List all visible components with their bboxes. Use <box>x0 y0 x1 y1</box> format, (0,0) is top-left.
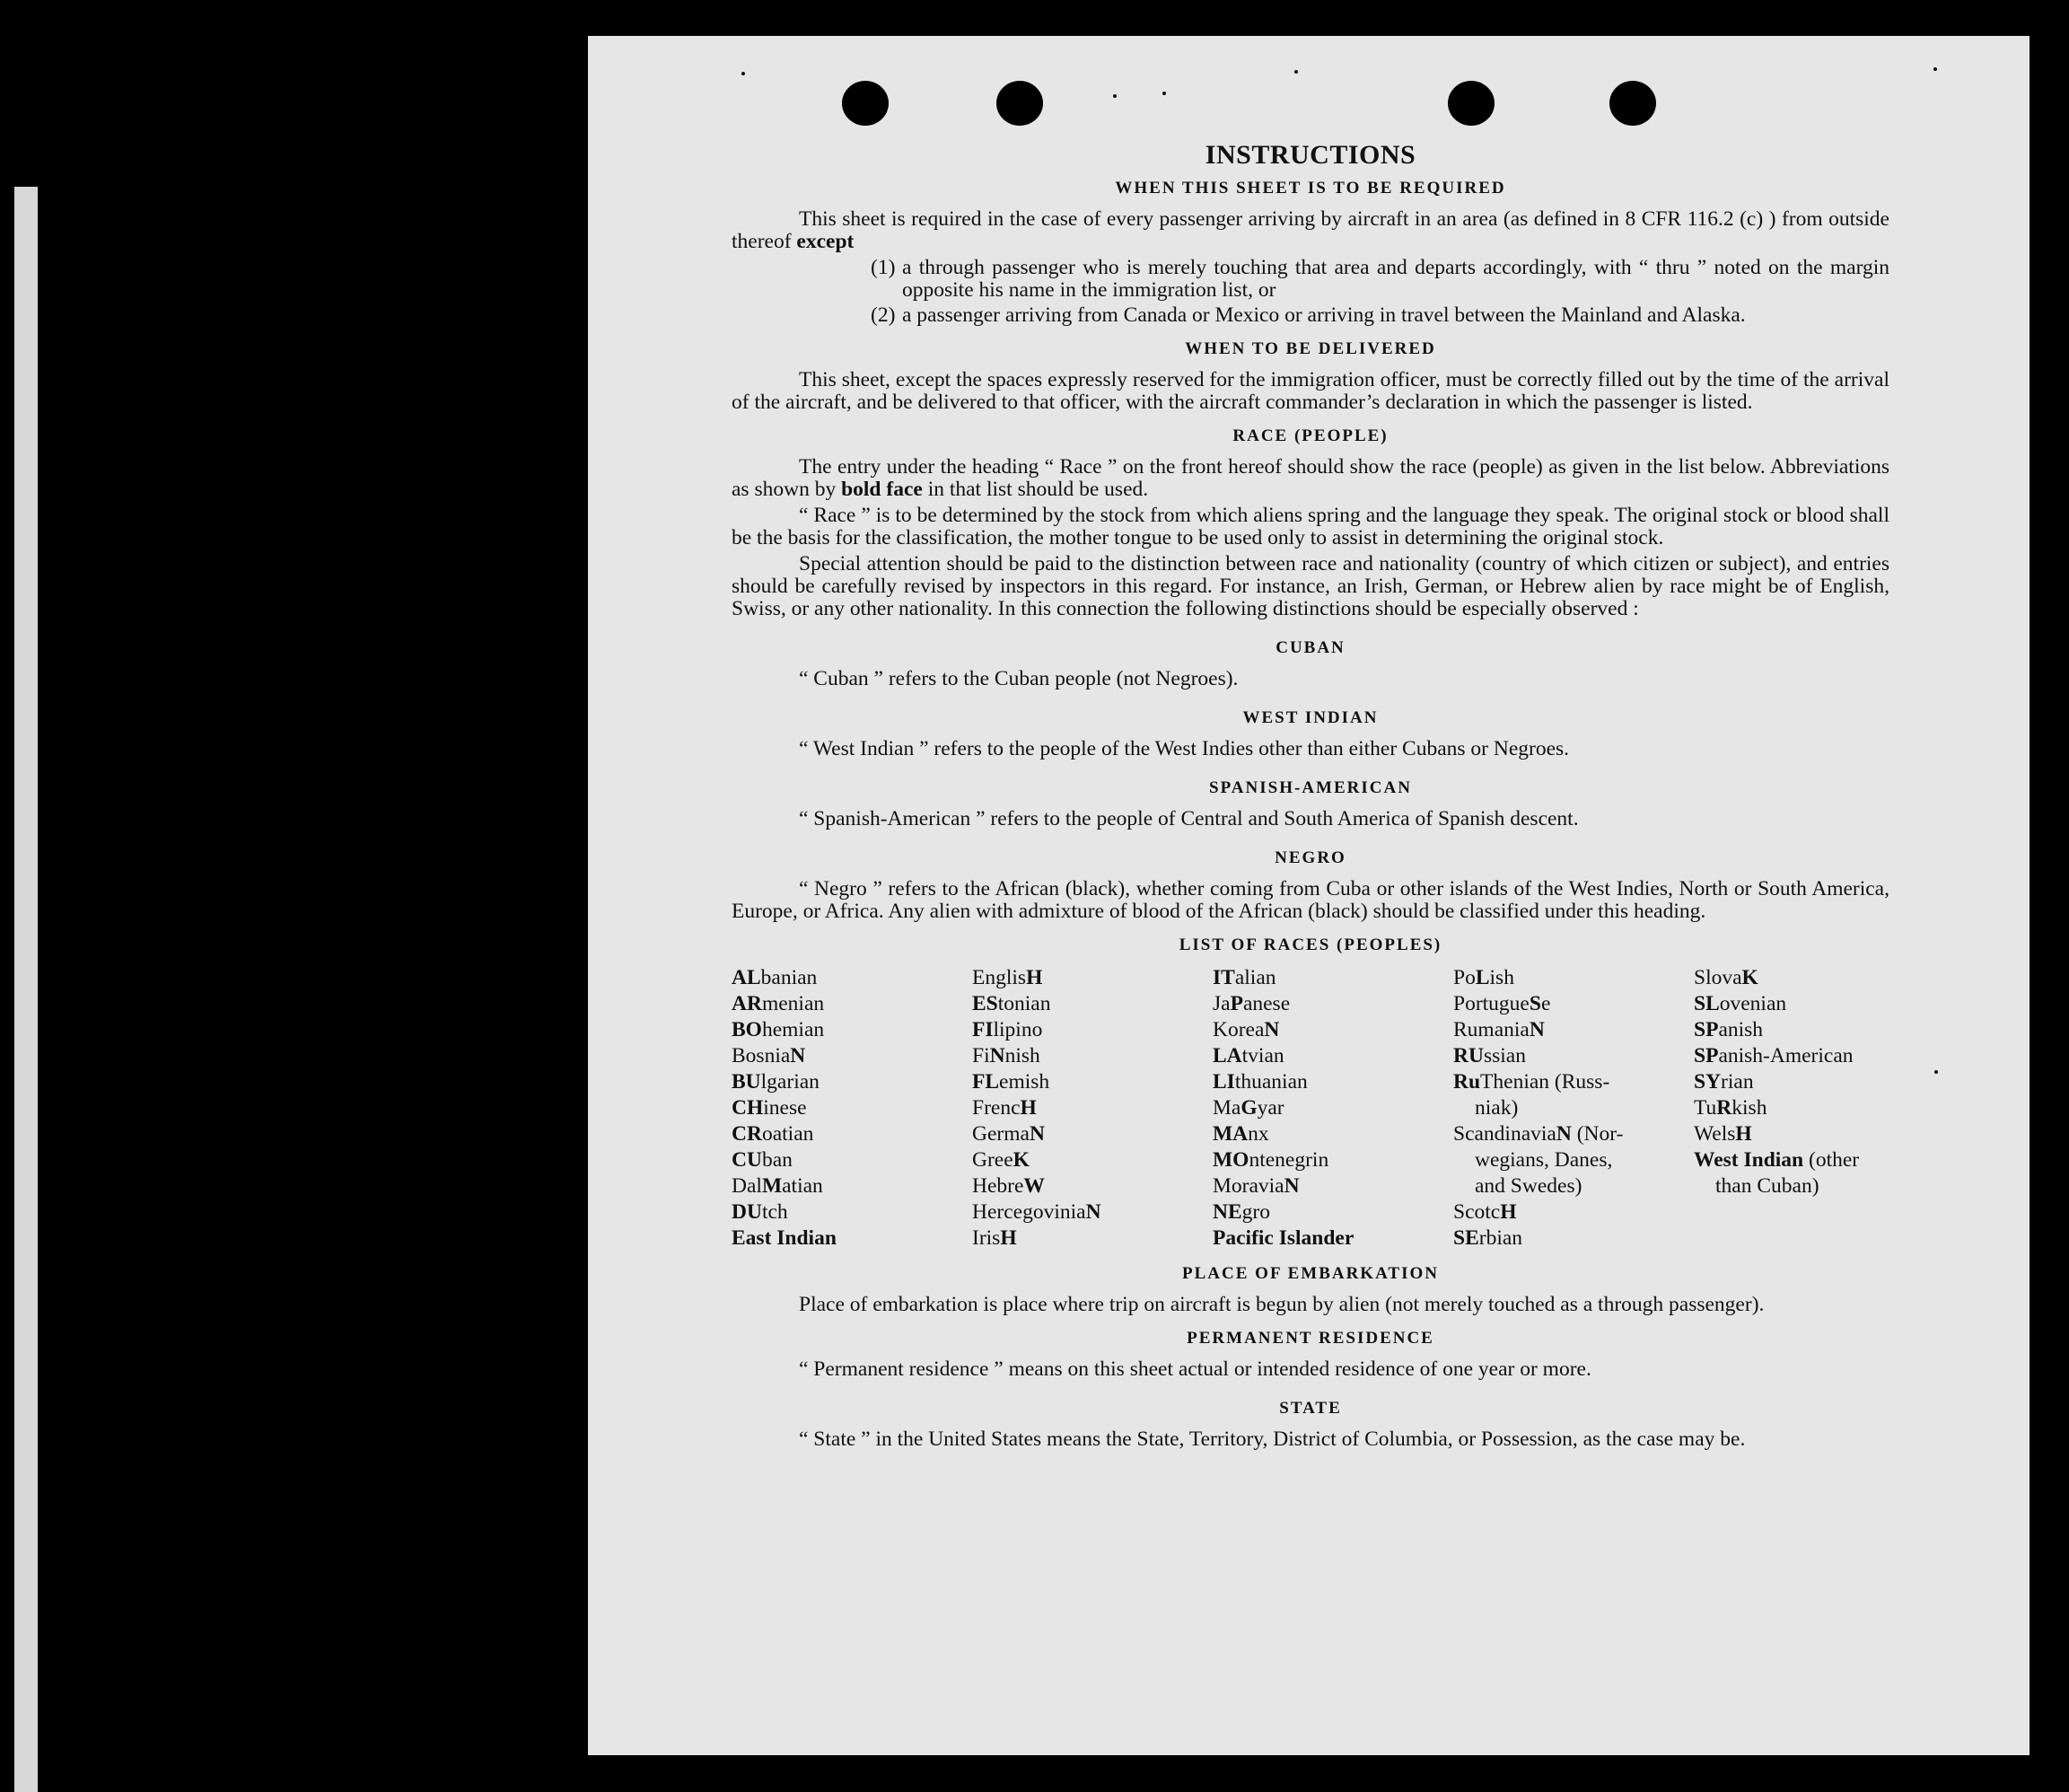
race-entry: wegians, Danes, <box>1475 1148 1613 1172</box>
races-column <box>972 965 1213 1252</box>
race-entry: EStonian <box>972 992 1051 1015</box>
paragraph: “ Race ” is to be determined by the stock from which aliens spring and the language they speak. The original stock or blood shall be the basis for the classification, the mother tongue to be used only to assist in determining the original stock. <box>732 504 1889 549</box>
race-entry: HebreW <box>972 1174 1045 1198</box>
punch-hole <box>996 81 1043 126</box>
race-entry: niak) <box>1475 1096 1519 1120</box>
section-heading: STATE <box>1279 1399 1342 1418</box>
race-entry: FIlipino <box>972 1018 1043 1041</box>
races-column <box>1694 965 1934 1252</box>
speck <box>1933 67 1937 71</box>
races-column <box>732 965 972 1252</box>
race-entry: RuThenian (Russ- <box>1453 1070 1610 1094</box>
race-entry: LIthuanian <box>1213 1070 1308 1094</box>
race-entry: CHinese <box>732 1096 807 1120</box>
section-heading: LIST OF RACES (PEOPLES) <box>1179 936 1442 954</box>
race-entry: MaGyar <box>1213 1096 1284 1120</box>
paragraph: “ West Indian ” refers to the people of the West Indies other than either Cubans or Negroes. <box>799 737 1570 760</box>
paragraph: Place of embarkation is place where trip on aircraft is begun by alien (not merely touched as a through passenger). <box>799 1293 1765 1316</box>
punch-hole <box>1448 81 1495 126</box>
race-entry: SLovenian <box>1694 992 1787 1015</box>
race-entry: MoraviaN <box>1213 1174 1300 1198</box>
race-entry: ITalian <box>1213 966 1276 989</box>
race-entry: SlovaK <box>1694 966 1758 989</box>
paragraph: The entry under the heading “ Race ” on the front hereof should show the race (people) as given in the list below. Abbreviations as shown by bold face in that list should be used. <box>732 455 1889 501</box>
race-entry: Pacific Islander <box>1213 1226 1354 1250</box>
race-entry: SPanish-American <box>1694 1044 1854 1067</box>
race-entry: ALbanian <box>732 966 818 989</box>
race-entry: RumaniaN <box>1453 1018 1545 1041</box>
race-entry: CRoatian <box>732 1122 814 1146</box>
race-entry: TuRkish <box>1694 1096 1767 1120</box>
section-heading: SPANISH-AMERICAN <box>1209 778 1412 797</box>
speck <box>741 72 745 75</box>
section-heading: NEGRO <box>1275 848 1346 867</box>
race-entry: DalMatian <box>732 1174 823 1198</box>
speck <box>1934 1070 1938 1074</box>
race-entry: West Indian (other <box>1694 1148 1860 1172</box>
race-entry: MOntenegrin <box>1213 1148 1329 1172</box>
race-entry: SErbian <box>1453 1226 1523 1250</box>
race-entry: MAnx <box>1213 1122 1269 1146</box>
race-entry: BOhemian <box>732 1018 825 1041</box>
paragraph: “ Spanish-American ” refers to the people of Central and South America of Spanish descent. <box>799 807 1579 830</box>
punch-hole <box>1609 81 1656 126</box>
paragraph: This sheet, except the spaces expressly reserved for the immigration officer, must be correctly filled out by the time of the arrival of the aircraft, and be delivered to that officer, with the aircraft commander’s declaration in which the passenger is listed. <box>732 368 1889 414</box>
speck <box>1113 94 1117 98</box>
section-heading: WHEN THIS SHEET IS TO BE REQUIRED <box>1115 179 1506 198</box>
race-entry: LAtvian <box>1213 1044 1284 1067</box>
punch-hole <box>842 81 889 126</box>
race-entry: GermaN <box>972 1122 1045 1146</box>
race-entry: ScotcH <box>1453 1200 1517 1224</box>
speck <box>1162 92 1166 95</box>
race-entry: EnglisH <box>972 966 1043 989</box>
race-entry: NEgro <box>1213 1200 1270 1224</box>
race-entry: KoreaN <box>1213 1018 1280 1041</box>
race-entry: HercegoviniaN <box>972 1200 1101 1224</box>
section-heading: CUBAN <box>1276 638 1346 657</box>
race-entry: FLemish <box>972 1070 1050 1094</box>
race-entry: RUssian <box>1453 1044 1526 1067</box>
speck <box>1294 70 1298 74</box>
section-heading: PLACE OF EMBARKATION <box>1182 1264 1439 1283</box>
instructions-body <box>732 140 1889 1454</box>
race-entry: CUban <box>732 1148 793 1172</box>
race-entry: BosniaN <box>732 1044 806 1067</box>
list-item: (2) a passenger arriving from Canada or Mexico or arriving in travel between the Mainland and Alaska. <box>871 303 1746 327</box>
race-entry: DUtch <box>732 1200 788 1224</box>
race-entry: FrencH <box>972 1096 1037 1120</box>
race-entry: JaPanese <box>1213 992 1291 1015</box>
section-heading: RACE (PEOPLE) <box>1232 426 1389 445</box>
race-entry: and Swedes) <box>1475 1174 1582 1198</box>
paragraph: Special attention should be paid to the distinction between race and nationality (country of which citizen or subject), and entries should be carefully revised by inspectors in this regard. For instance, an Irish, German, or Hebrew alien by race might be of English, Swiss, or any other nationality. In this connection the following distinctions should be especially observed : <box>732 552 1889 620</box>
race-entry: GreeK <box>972 1148 1030 1172</box>
race-entry: PortugueSe <box>1453 992 1551 1015</box>
race-entry: SPanish <box>1694 1018 1764 1041</box>
page-title: INSTRUCTIONS <box>1205 140 1416 170</box>
race-entry: PoLish <box>1453 966 1514 989</box>
list-item: (1) a through passenger who is merely touching that area and departs accordingly, with “ thru ” noted on the margin opposite his name in the immigration list, or <box>871 256 1889 302</box>
paragraph: “ Cuban ” refers to the Cuban people (not Negroes). <box>799 667 1239 690</box>
document-page <box>588 36 2030 1755</box>
races-column <box>1213 965 1453 1252</box>
section-heading: WHEN TO BE DELIVERED <box>1185 339 1436 358</box>
left-film-strip <box>14 187 38 1792</box>
race-entry: ScandinaviaN (Nor- <box>1453 1122 1624 1146</box>
race-entry: IrisH <box>972 1226 1017 1250</box>
race-entry: FiNnish <box>972 1044 1040 1067</box>
paragraph: “ Negro ” refers to the African (black), whether coming from Cuba or other islands of the West Indies, North or South America, Europe, or Africa. Any alien with admixture of blood of the African (black) should be classified under this heading. <box>732 877 1889 923</box>
section-heading: PERMANENT RESIDENCE <box>1187 1329 1434 1348</box>
race-entry: than Cuban) <box>1715 1174 1819 1198</box>
race-entry: East Indian <box>732 1226 837 1250</box>
race-entry: ARmenian <box>732 992 825 1015</box>
paragraph: This sheet is required in the case of every passenger arriving by aircraft in an area (as defined in 8 CFR 116.2 (c) ) from outside thereof except <box>732 207 1889 253</box>
race-entry: BUlgarian <box>732 1070 820 1094</box>
races-table <box>732 965 1889 1252</box>
paragraph: “ State ” in the United States means the State, Territory, District of Columbia, or Possession, as the case may be. <box>799 1427 1746 1451</box>
races-column <box>1453 965 1694 1252</box>
section-heading: WEST INDIAN <box>1242 708 1379 727</box>
paragraph: “ Permanent residence ” means on this sheet actual or intended residence of one year or more. <box>799 1357 1591 1381</box>
race-entry: WelsH <box>1694 1122 1752 1146</box>
race-entry: SYrian <box>1694 1070 1754 1094</box>
